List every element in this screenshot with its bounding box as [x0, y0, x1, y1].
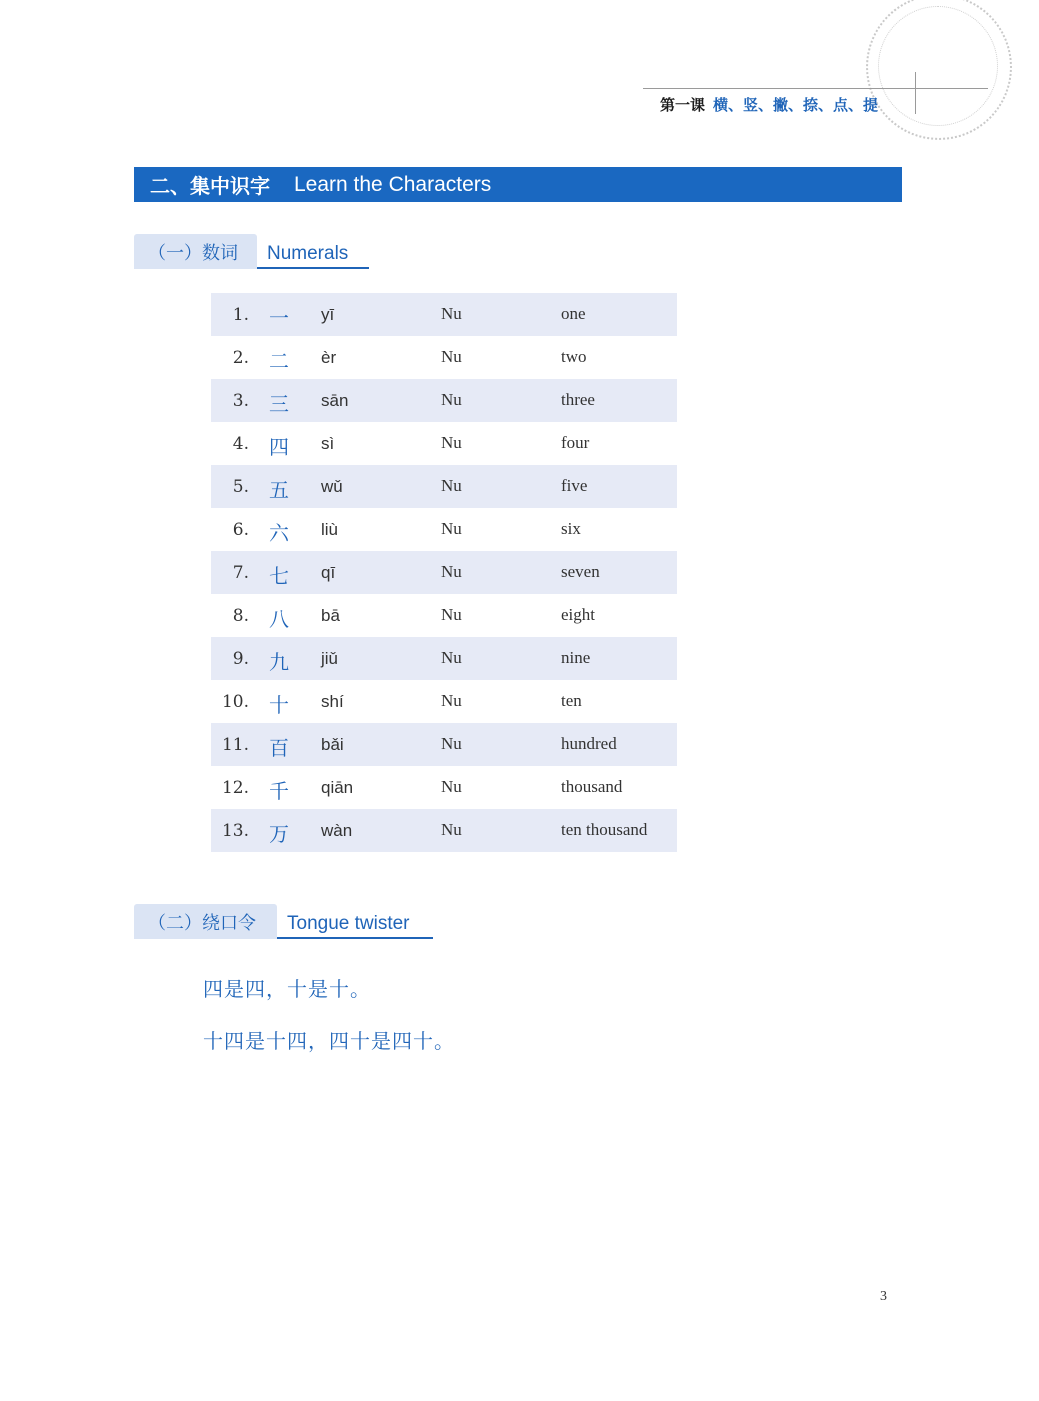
- section-title-en: Learn the Characters: [294, 172, 492, 196]
- section-heading: [134, 167, 902, 202]
- vocab-row: [211, 723, 677, 766]
- vocab-part-of-speech: Nu: [441, 820, 462, 839]
- vocab-definition: two: [561, 347, 587, 366]
- vocab-part-of-speech: Nu: [441, 648, 462, 667]
- vocab-definition: ten thousand: [561, 820, 648, 839]
- vocab-part-of-speech: Nu: [441, 519, 462, 538]
- vocab-number: 8.: [232, 606, 249, 626]
- vocab-definition: one: [561, 304, 586, 323]
- subsection-title-zh: （一）数词: [148, 242, 238, 264]
- vocab-row: [211, 336, 677, 379]
- vocab-pinyin: bǎi: [321, 735, 344, 754]
- vocab-row: [211, 293, 677, 336]
- vocab-definition: hundred: [561, 734, 617, 753]
- vocab-pinyin: wàn: [321, 821, 353, 840]
- vocab-part-of-speech: Nu: [441, 691, 462, 710]
- vocab-character: 千: [269, 779, 289, 803]
- header-tick: [915, 72, 916, 114]
- twister-line-2: 十四是十四，四十是四十。: [203, 1029, 455, 1053]
- vocab-row: [211, 594, 677, 637]
- vocab-character: 十: [269, 693, 289, 717]
- vocab-definition: thousand: [561, 777, 623, 796]
- vocab-pinyin: liù: [321, 520, 339, 539]
- vocab-row: [211, 422, 677, 465]
- vocab-number: 5.: [232, 477, 249, 497]
- vocab-pinyin: qiān: [321, 778, 354, 797]
- vocab-number: 9.: [232, 649, 249, 669]
- vocab-part-of-speech: Nu: [441, 476, 462, 495]
- vocab-part-of-speech: Nu: [441, 433, 462, 452]
- subsection-title-en: Tongue twister: [287, 913, 410, 934]
- vocab-number: 13.: [221, 821, 249, 841]
- vocab-part-of-speech: Nu: [441, 347, 462, 366]
- vocab-row: [211, 637, 677, 680]
- subsection-title-en-tongue-twister: [277, 906, 433, 939]
- vocab-character: 七: [269, 564, 289, 588]
- vocab-number: 3.: [232, 391, 249, 411]
- vocab-pinyin: èr: [321, 348, 337, 367]
- vocab-pinyin: yī: [321, 305, 335, 324]
- vocab-part-of-speech: Nu: [441, 562, 462, 581]
- subsection-title-zh: （二）绕口令: [148, 912, 256, 934]
- vocab-row: [211, 766, 677, 809]
- subsection-tab-tongue-twister: [134, 904, 277, 939]
- vocab-definition: three: [561, 390, 595, 409]
- vocab-character: 四: [269, 435, 289, 459]
- vocab-number: 12.: [221, 778, 249, 798]
- vocab-part-of-speech: Nu: [441, 777, 462, 796]
- vocab-character: 九: [269, 650, 289, 674]
- vocab-row: [211, 379, 677, 422]
- vocab-table: [211, 293, 677, 852]
- vocab-character: 二: [269, 349, 289, 373]
- vocab-pinyin: jiǔ: [321, 649, 339, 668]
- vocab-pinyin: sì: [321, 434, 335, 453]
- vocab-character: 一: [269, 306, 289, 330]
- twister-line-1: 四是四，十是十。: [203, 977, 371, 1001]
- vocab-number: 2.: [232, 348, 249, 368]
- header-rule: [643, 88, 988, 89]
- vocab-character: 八: [269, 607, 289, 631]
- vocab-row: [211, 809, 677, 852]
- running-head-lesson: 第一课: [660, 96, 706, 114]
- vocab-part-of-speech: Nu: [441, 605, 462, 624]
- vocab-number: 7.: [232, 563, 249, 583]
- vocab-number: 6.: [232, 520, 249, 540]
- vocab-number: 10.: [221, 692, 249, 712]
- vocab-character: 五: [269, 478, 289, 502]
- vocab-row: [211, 508, 677, 551]
- vocab-number: 1.: [232, 305, 249, 325]
- vocab-character: 三: [269, 392, 289, 416]
- vocab-part-of-speech: Nu: [441, 304, 462, 323]
- vocab-character: 万: [269, 822, 289, 846]
- vocab-part-of-speech: Nu: [441, 390, 462, 409]
- vocab-pinyin: qī: [321, 563, 336, 582]
- vocab-pinyin: shí: [321, 692, 344, 711]
- subsection-title-en-numerals: [257, 236, 369, 269]
- vocab-row: [211, 465, 677, 508]
- vocab-definition: nine: [561, 648, 591, 667]
- vocab-part-of-speech: Nu: [441, 734, 462, 753]
- subsection-tab-numerals: [134, 234, 257, 269]
- vocab-definition: seven: [561, 562, 600, 581]
- vocab-pinyin: wǔ: [321, 477, 343, 496]
- section-title-zh: 二、集中识字: [150, 174, 270, 198]
- vocab-definition: four: [561, 433, 590, 452]
- vocab-pinyin: bā: [321, 606, 340, 625]
- vocab-character: 六: [269, 521, 289, 545]
- vocab-definition: ten: [561, 691, 582, 710]
- subsection-title-en: Numerals: [267, 243, 349, 264]
- running-head-title: 横、竖、撇、捺、点、提: [713, 96, 879, 114]
- decorative-circle-inner: [878, 6, 998, 126]
- vocab-row: [211, 551, 677, 594]
- vocab-character: 百: [269, 736, 289, 760]
- vocab-definition: eight: [561, 605, 595, 624]
- running-head: [660, 94, 878, 116]
- page-number: 3: [880, 1289, 887, 1304]
- vocab-number: 11.: [221, 735, 249, 755]
- vocab-definition: six: [561, 519, 581, 538]
- vocab-pinyin: sān: [321, 391, 349, 410]
- vocab-definition: five: [561, 476, 588, 495]
- vocab-number: 4.: [232, 434, 249, 454]
- vocab-row: [211, 680, 677, 723]
